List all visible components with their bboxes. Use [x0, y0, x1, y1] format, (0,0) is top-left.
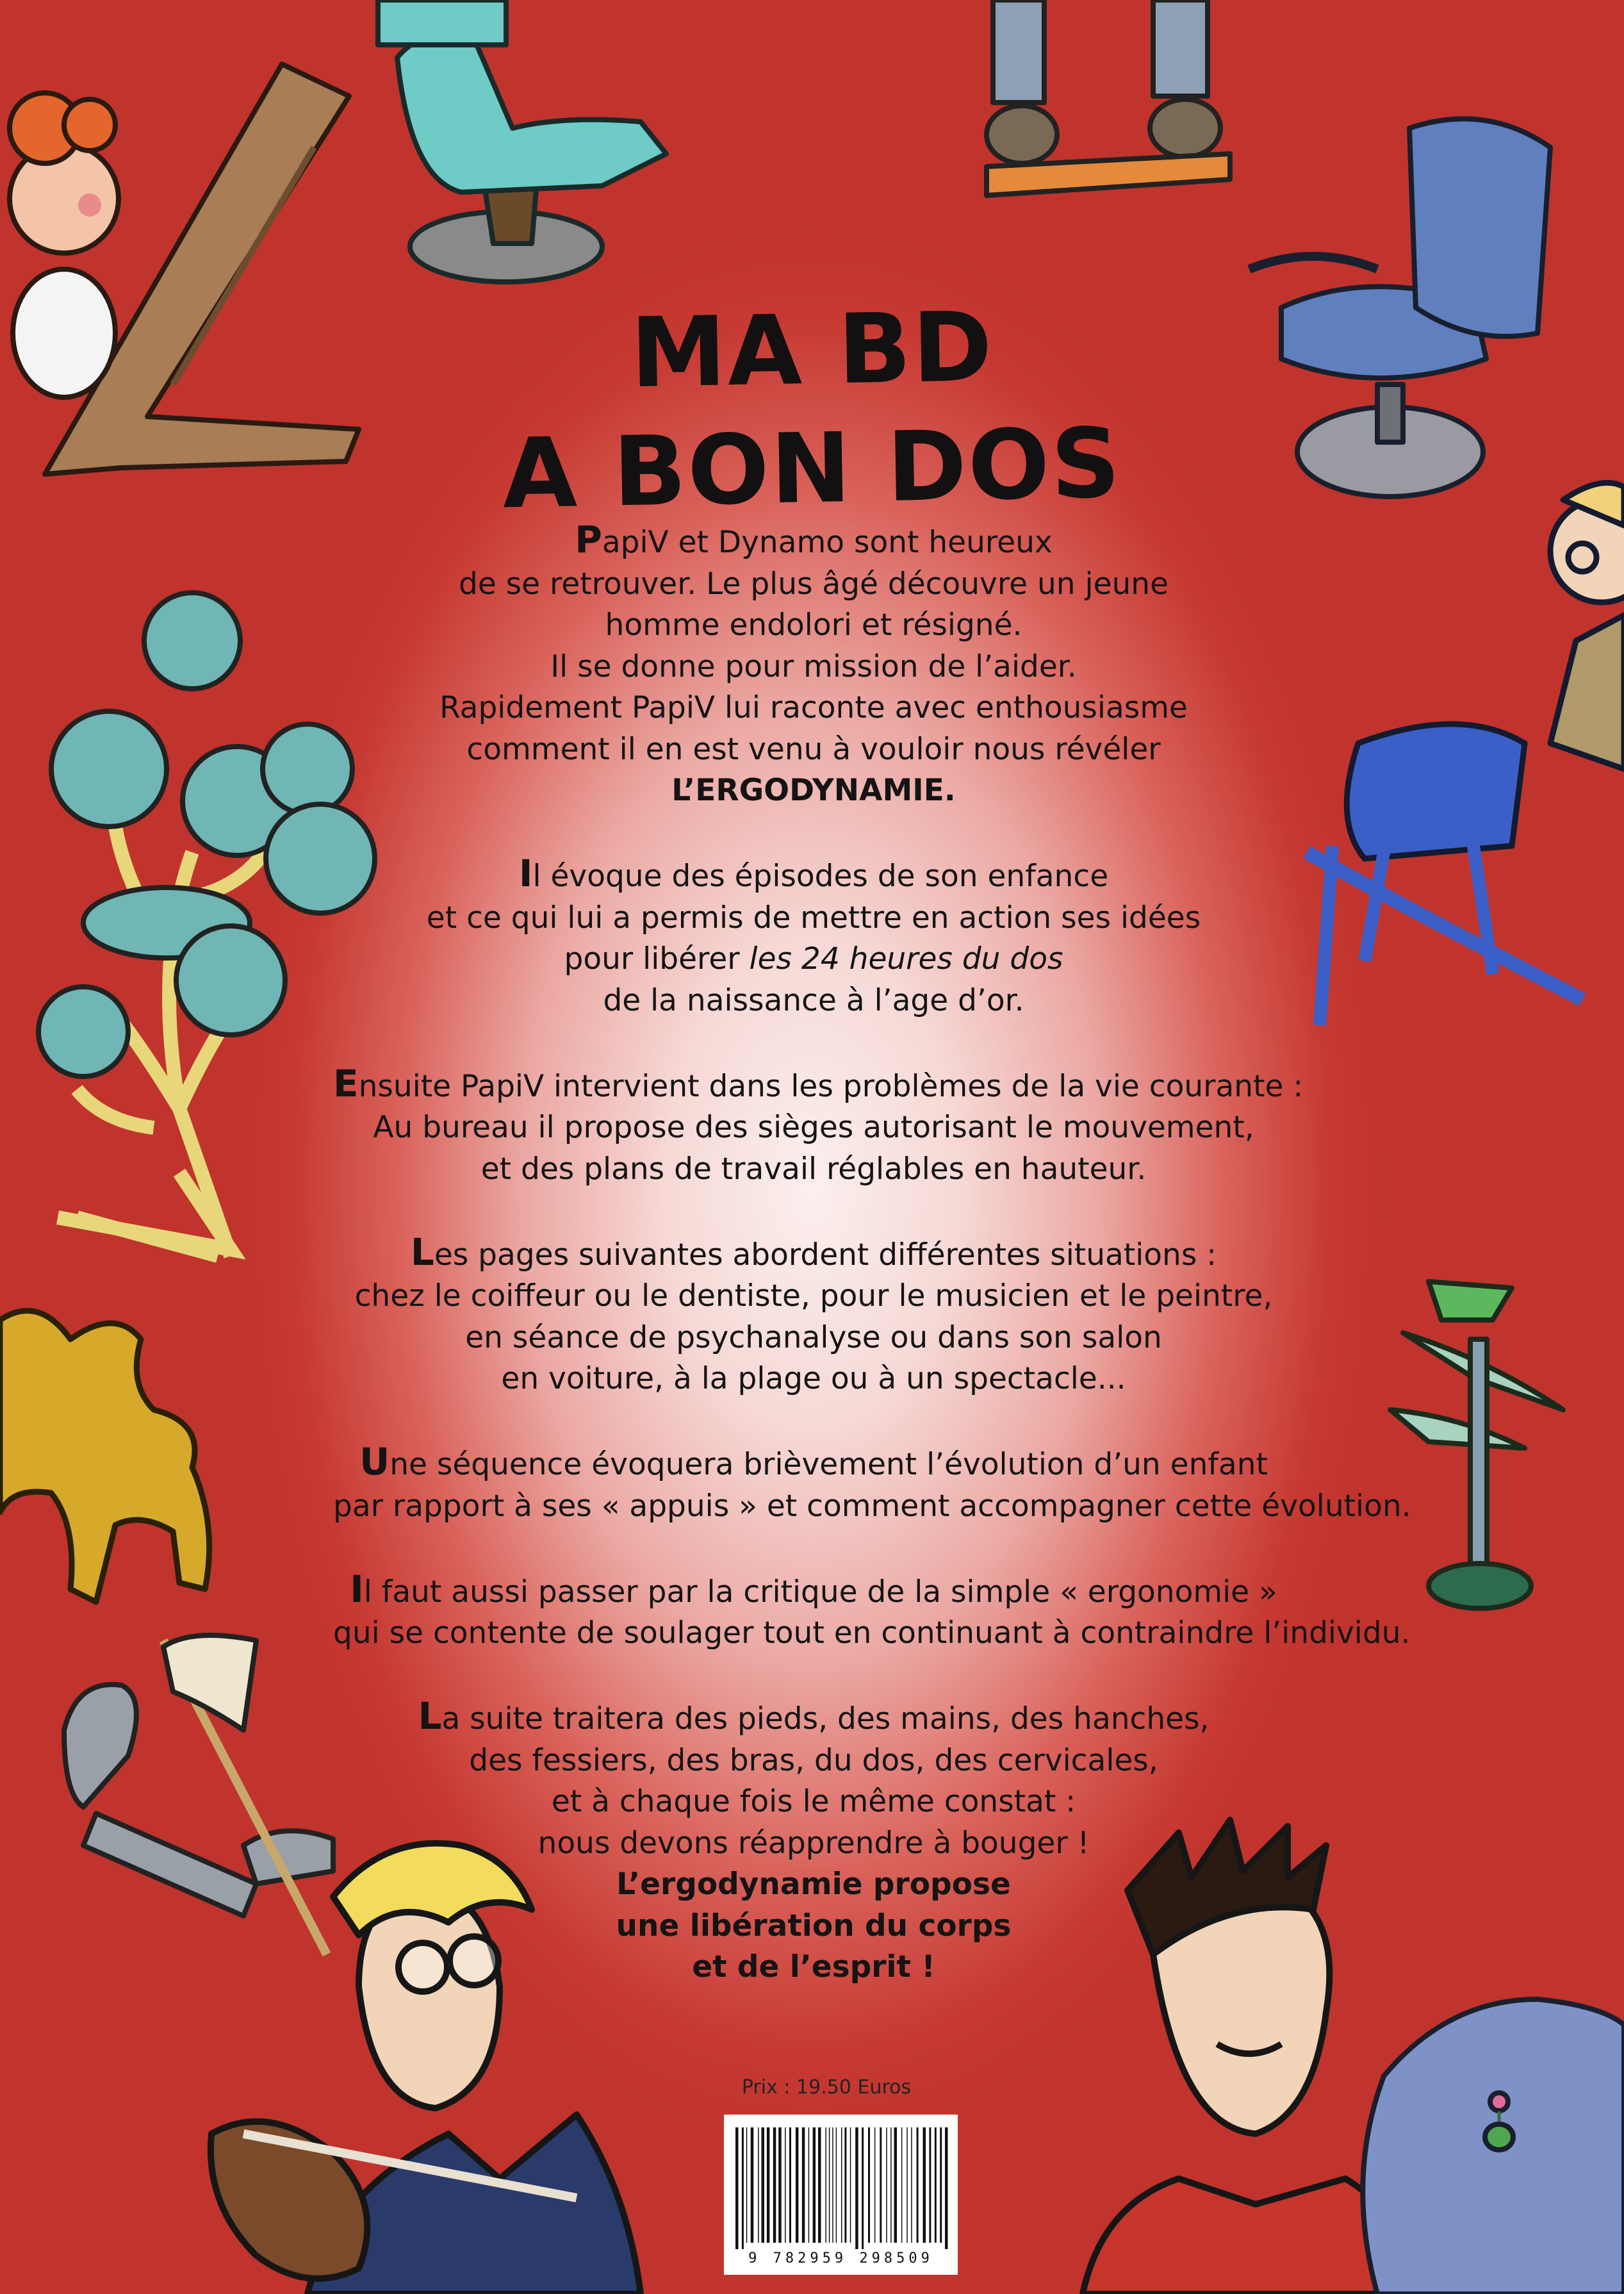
barcode-bar — [868, 2127, 870, 2243]
barcode-bar — [890, 2127, 892, 2243]
barcode-bar — [935, 2127, 937, 2243]
barcode-bar — [880, 2127, 882, 2243]
paragraph-3 — [333, 1061, 1304, 1191]
barcode-bar — [762, 2127, 765, 2243]
title-line-1: MA BD — [629, 292, 995, 409]
drop-initial: U — [359, 1440, 390, 1483]
barcode-bar — [886, 2127, 887, 2243]
teal-lounge-chair-illustration — [378, 0, 666, 282]
barcode-bar — [789, 2127, 791, 2243]
paragraph-line: nous devons réapprendre à bouger ! — [537, 1825, 1090, 1861]
barcode-bar — [773, 2127, 776, 2243]
paragraph-line: ne séquence évoquera brièvement l’évolution d’un enfant — [390, 1447, 1268, 1482]
barcode-bar — [901, 2127, 903, 2243]
back-cover-text — [333, 518, 1411, 2029]
balloon-tree-chair-illustration — [38, 593, 375, 1256]
paragraph-2 — [333, 853, 1294, 1021]
paragraph-line: de la naissance à l’age d’or. — [603, 982, 1024, 1018]
barcode-bar — [917, 2127, 919, 2243]
barcode-bar — [825, 2127, 826, 2243]
paragraph-1 — [333, 519, 1294, 812]
paragraph-4 — [333, 1232, 1294, 1400]
paragraph-line: pour libérer — [564, 941, 750, 977]
paragraph-line: des fessiers, des bras, du dos, des cervicales, — [469, 1742, 1158, 1778]
barcode-bar — [894, 2127, 898, 2243]
barcode-bar — [911, 2127, 912, 2243]
barcode-bar — [829, 2127, 830, 2243]
barcode-bar — [874, 2127, 876, 2243]
paragraph-line: de se retrouver. Le plus âgé découvre un jeune — [458, 566, 1169, 602]
drop-initial: E — [333, 1061, 359, 1105]
barcode-bar — [767, 2127, 770, 2243]
barcode-bar — [841, 2127, 842, 2243]
paragraph-line: es pages suivantes abordent différentes situations : — [434, 1237, 1217, 1273]
isbn-barcode — [724, 2115, 958, 2275]
barcode-bar — [862, 2127, 864, 2249]
conclusion-bold-line: et de l’esprit ! — [692, 1949, 935, 1985]
ergodynamie-heading: L’ERGODYNAMIE. — [671, 773, 956, 808]
green-perch-stool-illustration — [1390, 1282, 1563, 1608]
barcode-bar — [735, 2127, 739, 2249]
paragraph-line: a suite traitera des pieds, des mains, des hanches, — [441, 1701, 1210, 1737]
barcode-bar — [808, 2127, 810, 2243]
barcode-bar — [929, 2127, 931, 2243]
barcode-bar — [923, 2127, 926, 2243]
paragraph-line: par rapport à ses « appuis » et comment accompagner cette évolution. — [333, 1488, 1411, 1524]
barcode-bar — [855, 2127, 858, 2249]
drop-initial: I — [350, 1567, 364, 1611]
paragraph-line: et ce qui lui a permis de mettre en action ses idées — [426, 900, 1201, 936]
paragraph-line: en séance de psychanalyse ou dans son salon — [465, 1319, 1162, 1355]
barcode-bar — [796, 2127, 799, 2243]
barcode-bar — [945, 2127, 948, 2249]
drop-initial: I — [518, 852, 533, 895]
barcode-bar — [778, 2127, 782, 2243]
barcode-bar — [742, 2127, 744, 2249]
price-label: Prix : 19.50 Euros — [741, 2076, 912, 2099]
paragraph-line: l faut aussi passer par la critique de la simple « ergonomie » — [363, 1574, 1277, 1610]
conclusion-bold-line: L’ergodynamie propose — [616, 1867, 1011, 1902]
barcode-bar — [906, 2127, 908, 2243]
drop-initial: P — [575, 518, 602, 561]
barcode-bar — [832, 2127, 833, 2243]
italic-phrase: les 24 heures du dos — [749, 941, 1063, 977]
paragraph-line: Au bureau il propose des sièges autorisant le mouvement, — [373, 1110, 1254, 1145]
paragraph-line: Rapidement PapiV lui raconte avec enthousiasme — [439, 690, 1188, 725]
title-line-2: A BON DOS — [502, 408, 1122, 531]
barcode-bar — [836, 2127, 837, 2243]
wobble-board-illustration — [987, 0, 1230, 195]
yellow-sculpted-chair-illustration — [0, 1310, 209, 1602]
barcode-bar — [818, 2127, 821, 2243]
blue-egg-chair-illustration — [1363, 1999, 1624, 2294]
drop-initial: L — [418, 1694, 442, 1738]
conclusion-bold-line: une libération du corps — [616, 1908, 1012, 1943]
paragraph-line: comment il en est venu à vouloir nous révéler — [466, 731, 1161, 767]
barcode-bar — [758, 2127, 759, 2243]
paragraph-5 — [333, 1440, 1411, 1527]
paragraph-line: homme endolori et résigné. — [605, 607, 1022, 643]
barcode-bar — [802, 2127, 805, 2243]
paragraph-line: qui se contente de soulager tout en continuant à contraindre l’individu. — [333, 1615, 1411, 1651]
paragraph-line: Il se donne pour mission de l’aider. — [550, 648, 1077, 684]
man-rocking-chair-illustration — [1307, 483, 1624, 1025]
barcode-bar — [844, 2127, 846, 2243]
grey-arm-chair-illustration — [64, 1635, 333, 1954]
isbn-digits: 9 782959 298509 — [748, 2250, 933, 2266]
paragraph-line: l évoque des épisodes de son enfance — [532, 859, 1109, 894]
drop-initial: L — [410, 1230, 434, 1274]
paragraph-7 — [333, 1696, 1294, 1988]
paragraph-line: et à chaque fois le même constat : — [551, 1784, 1076, 1819]
paragraph-line: nsuite PapiV intervient dans les problèmes de la vie courante : — [358, 1068, 1304, 1104]
barcode-bar — [746, 2127, 748, 2243]
barcode-bar — [940, 2127, 942, 2243]
paragraph-line: et des plans de travail réglables en hauteur. — [480, 1151, 1147, 1187]
book-title — [0, 292, 1624, 529]
paragraph-line: chez le coiffeur ou le dentiste, pour le musicien et le peintre, — [354, 1278, 1273, 1314]
paragraph-line: apiV et Dynamo sont heureux — [602, 525, 1053, 560]
barcode-bar — [813, 2127, 816, 2243]
barcode-bar — [785, 2127, 786, 2243]
barcode-bar — [751, 2127, 754, 2243]
paragraph-line: en voiture, à la plage ou à un spectacle... — [501, 1361, 1126, 1396]
barcode-bar — [850, 2127, 851, 2243]
paragraph-6 — [333, 1567, 1411, 1654]
